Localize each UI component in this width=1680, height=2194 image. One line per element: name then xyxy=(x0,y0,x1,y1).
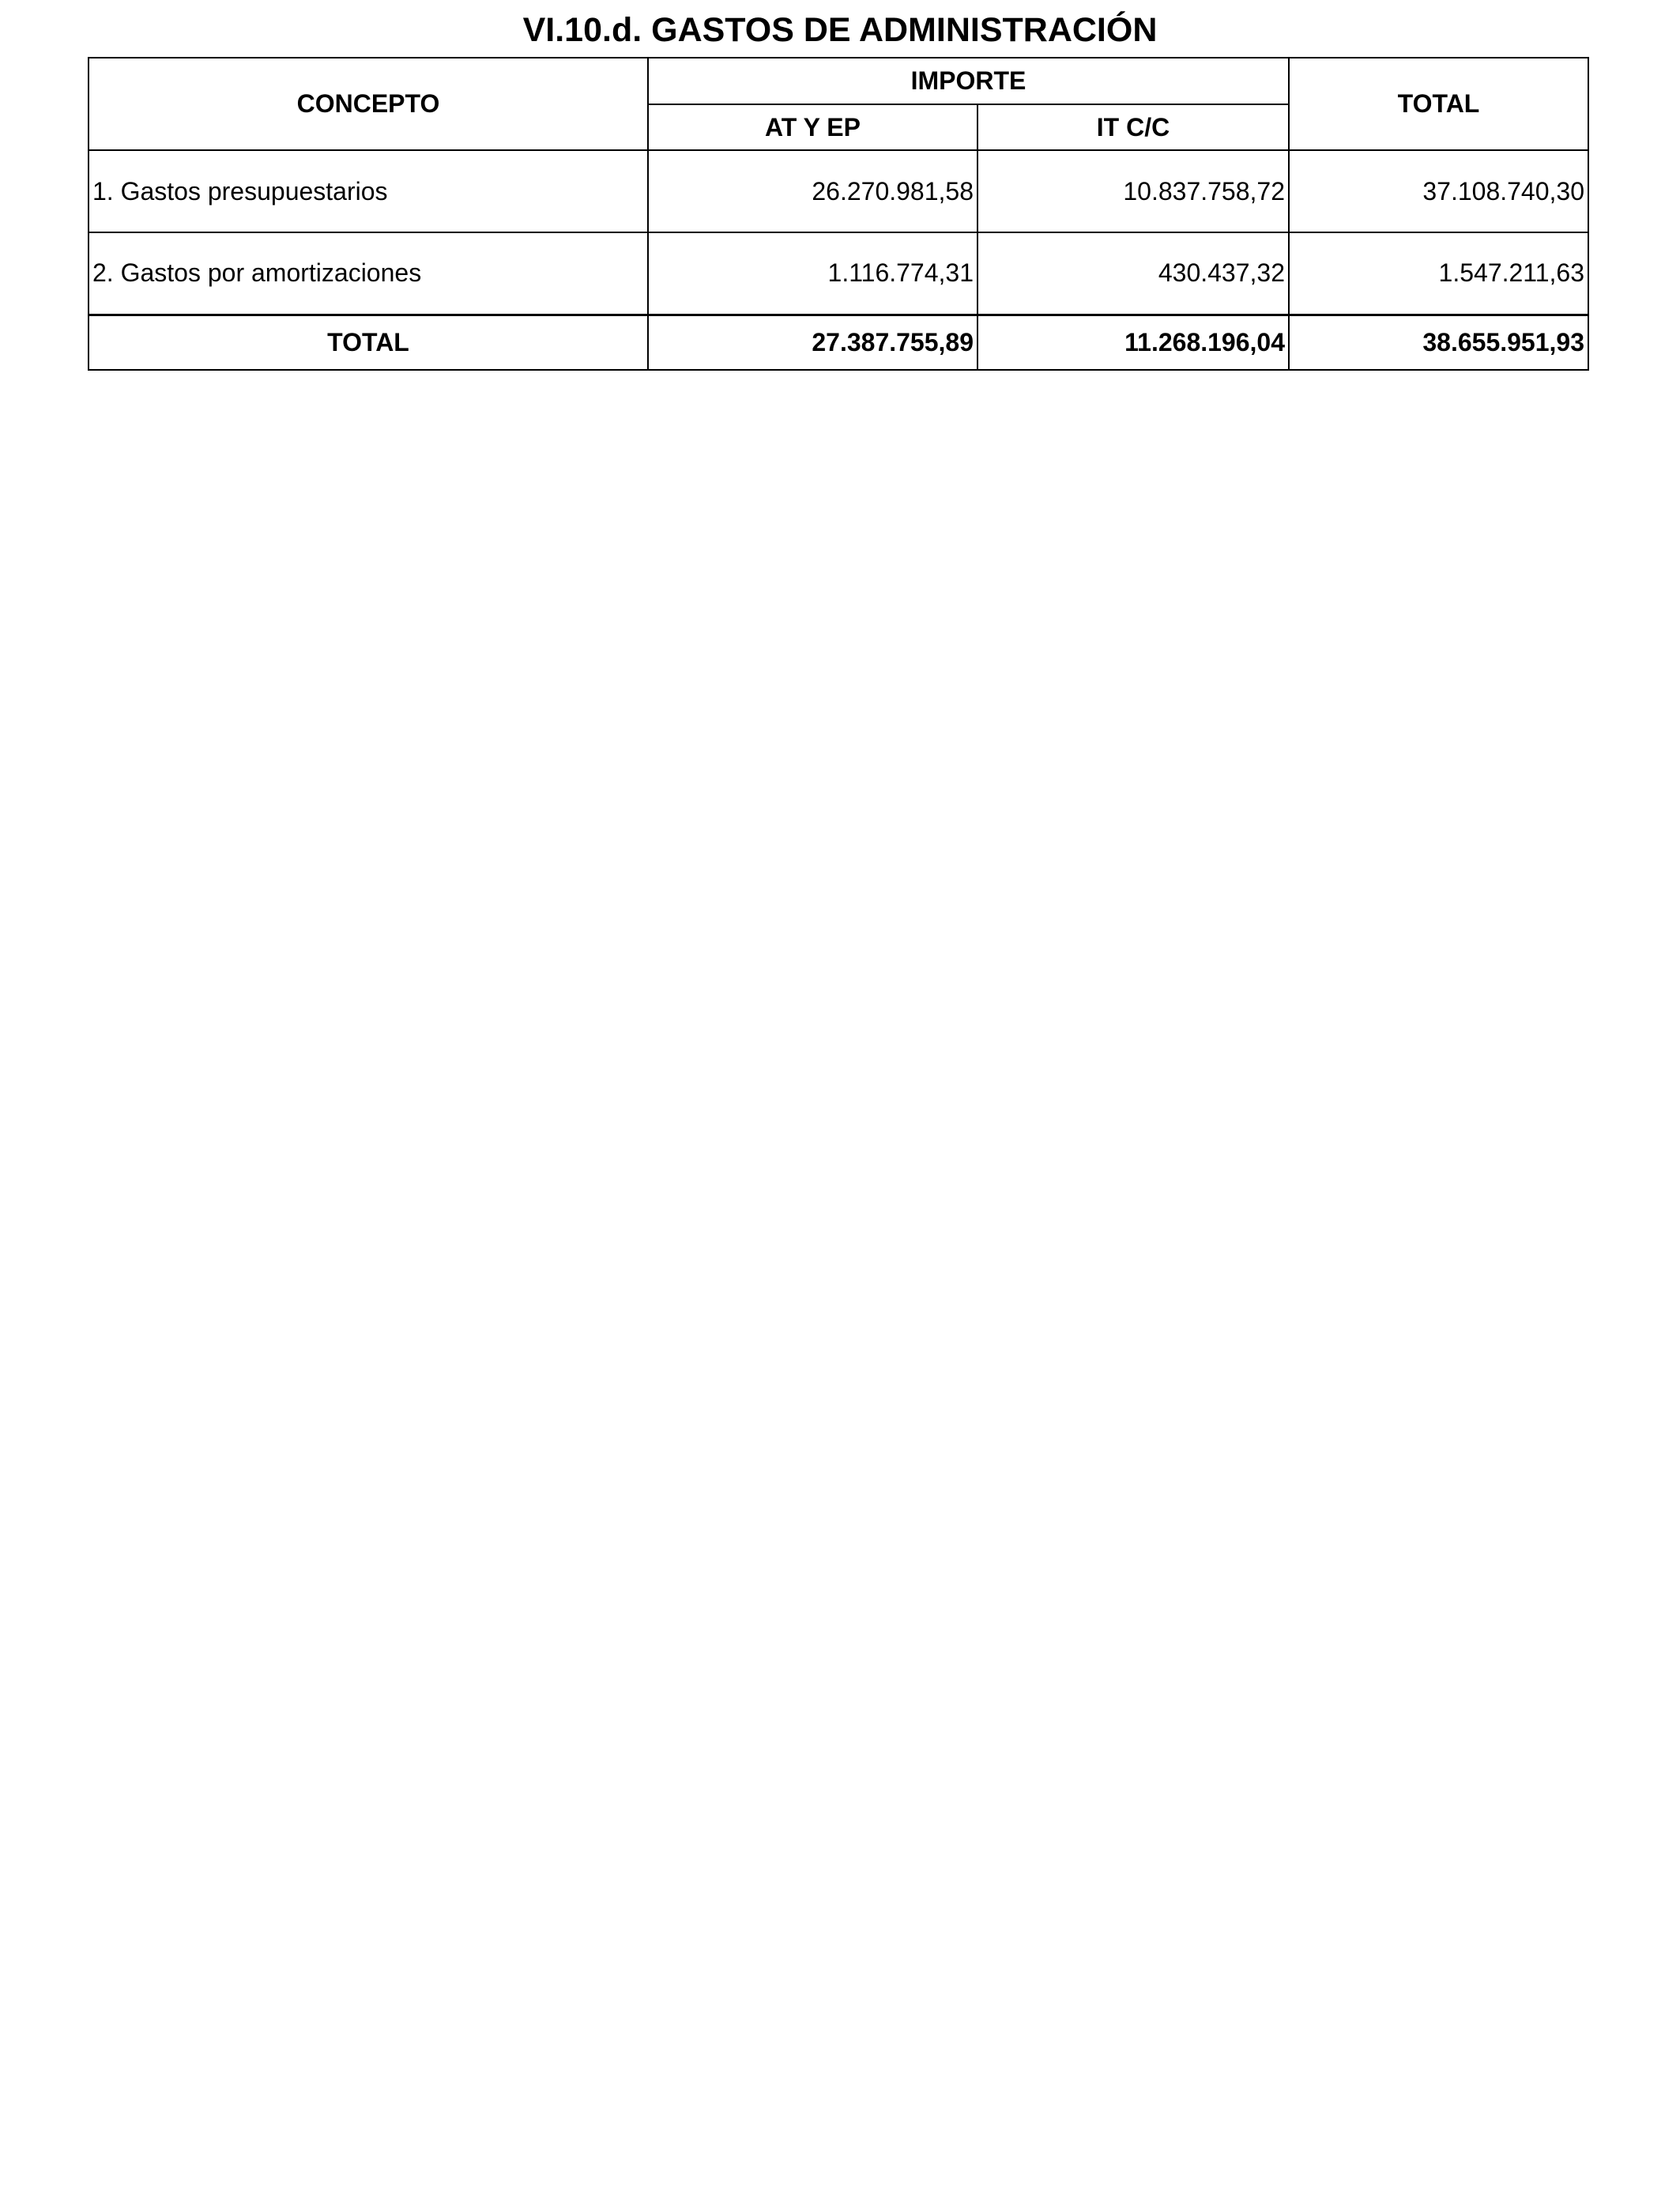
total-it-cc: 11.268.196,04 xyxy=(977,315,1289,370)
header-total: TOTAL xyxy=(1289,58,1588,150)
total-row xyxy=(89,315,1588,370)
row-at-y-ep: 1.116.774,31 xyxy=(648,232,977,315)
row-it-cc: 10.837.758,72 xyxy=(977,150,1289,232)
table-row xyxy=(89,150,1588,232)
header-row-top xyxy=(89,58,1588,104)
total-label: TOTAL xyxy=(89,315,648,370)
row-it-cc: 430.437,32 xyxy=(977,232,1289,315)
header-at-y-ep: AT Y EP xyxy=(648,104,977,150)
header-importe: IMPORTE xyxy=(648,58,1289,104)
page-title: VI.10.d. GASTOS DE ADMINISTRACIÓN xyxy=(522,11,1158,49)
row-concepto: 1. Gastos presupuestarios xyxy=(89,150,648,232)
row-at-y-ep: 26.270.981,58 xyxy=(648,150,977,232)
header-it-cc: IT C/C xyxy=(977,104,1289,150)
total-at-y-ep: 27.387.755,89 xyxy=(648,315,977,370)
row-total: 37.108.740,30 xyxy=(1289,150,1588,232)
row-total: 1.547.211,63 xyxy=(1289,232,1588,315)
header-concepto: CONCEPTO xyxy=(89,58,648,150)
total-total: 38.655.951,93 xyxy=(1289,315,1588,370)
gastos-administracion-table xyxy=(88,57,1589,371)
table-row xyxy=(89,232,1588,315)
row-concepto: 2. Gastos por amortizaciones xyxy=(89,232,648,315)
